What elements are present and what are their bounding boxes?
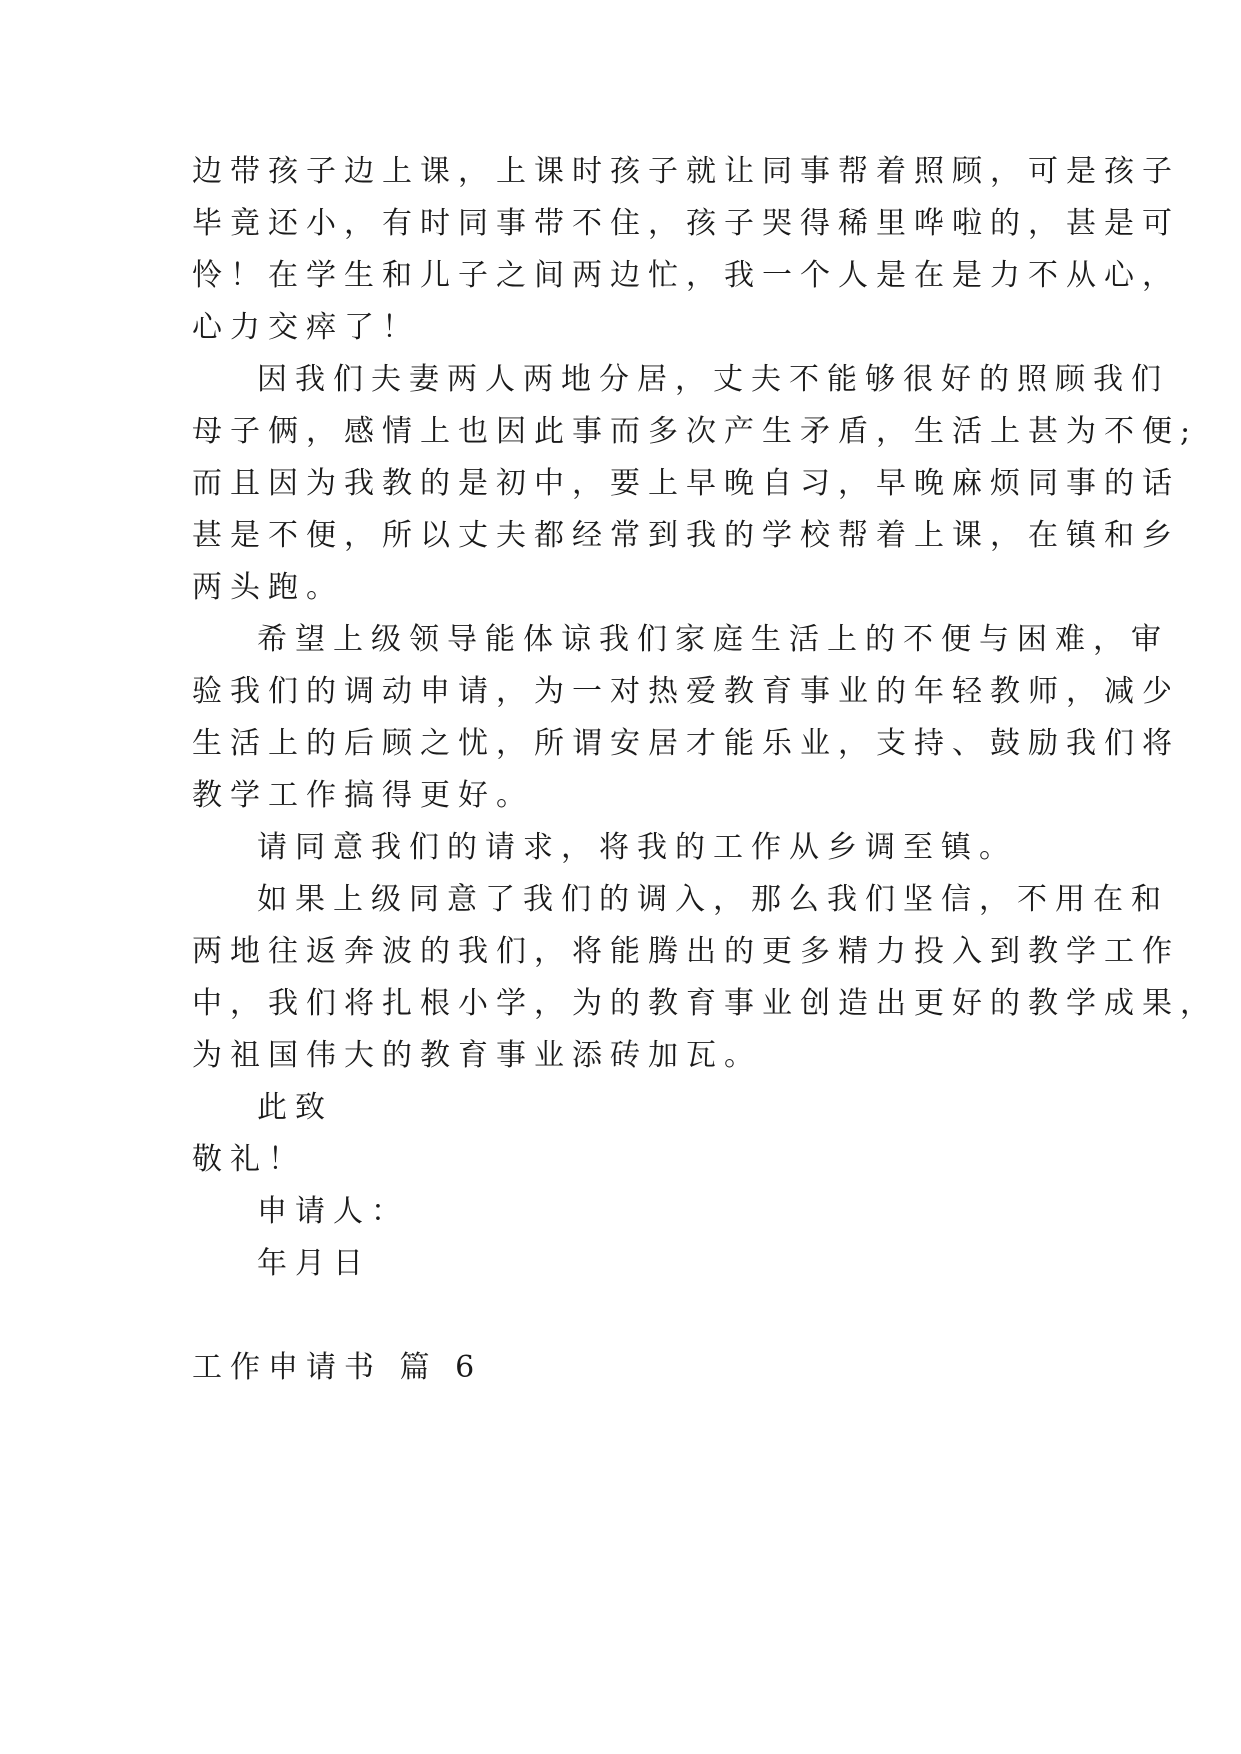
date-label: 年月日	[257, 1246, 371, 1281]
body-line: 怜！在学生和儿子之间两边忙，我一个人是在是力不从心，	[192, 258, 1180, 293]
body-line: 边带孩子边上课，上课时孩子就让同事帮着照顾，可是孩子	[192, 154, 1180, 189]
body-line: 为祖国伟大的教育事业添砖加瓦。	[192, 1038, 762, 1073]
body-line: 而且因为我教的是初中，要上早晚自习，早晚麻烦同事的话	[192, 466, 1180, 501]
closing-regards: 敬礼！	[192, 1142, 306, 1177]
body-line: 生活上的后顾之忧，所谓安居才能乐业，支持、鼓励我们将	[192, 726, 1180, 761]
body-line: 中，我们将扎根小学，为的教育事业创造出更好的教学成果，	[192, 986, 1218, 1021]
body-line: 如果上级同意了我们的调入，那么我们坚信，不用在和	[257, 882, 1169, 917]
body-line: 母子俩，感情上也因此事而多次产生矛盾，生活上甚为不便;	[192, 414, 1199, 449]
body-line: 心力交瘁了！	[192, 310, 420, 345]
section-heading: 工作申请书 篇 6	[192, 1350, 483, 1385]
body-line: 两地往返奔波的我们，将能腾出的更多精力投入到教学工作	[192, 934, 1180, 969]
applicant-label: 申请人：	[257, 1194, 409, 1229]
body-line: 希望上级领导能体谅我们家庭生活上的不便与困难，审	[257, 622, 1169, 657]
body-line: 因我们夫妻两人两地分居，丈夫不能够很好的照顾我们	[257, 362, 1169, 397]
body-line: 毕竟还小，有时同事带不住，孩子哭得稀里哗啦的，甚是可	[192, 206, 1180, 241]
body-line: 验我们的调动申请，为一对热爱教育事业的年轻教师，减少	[192, 674, 1180, 709]
closing-salutation: 此致	[257, 1090, 333, 1125]
body-line: 两头跑。	[192, 570, 344, 605]
body-line: 甚是不便，所以丈夫都经常到我的学校帮着上课，在镇和乡	[192, 518, 1180, 553]
body-line: 请同意我们的请求，将我的工作从乡调至镇。	[257, 830, 1017, 865]
body-line: 教学工作搞得更好。	[192, 778, 534, 813]
